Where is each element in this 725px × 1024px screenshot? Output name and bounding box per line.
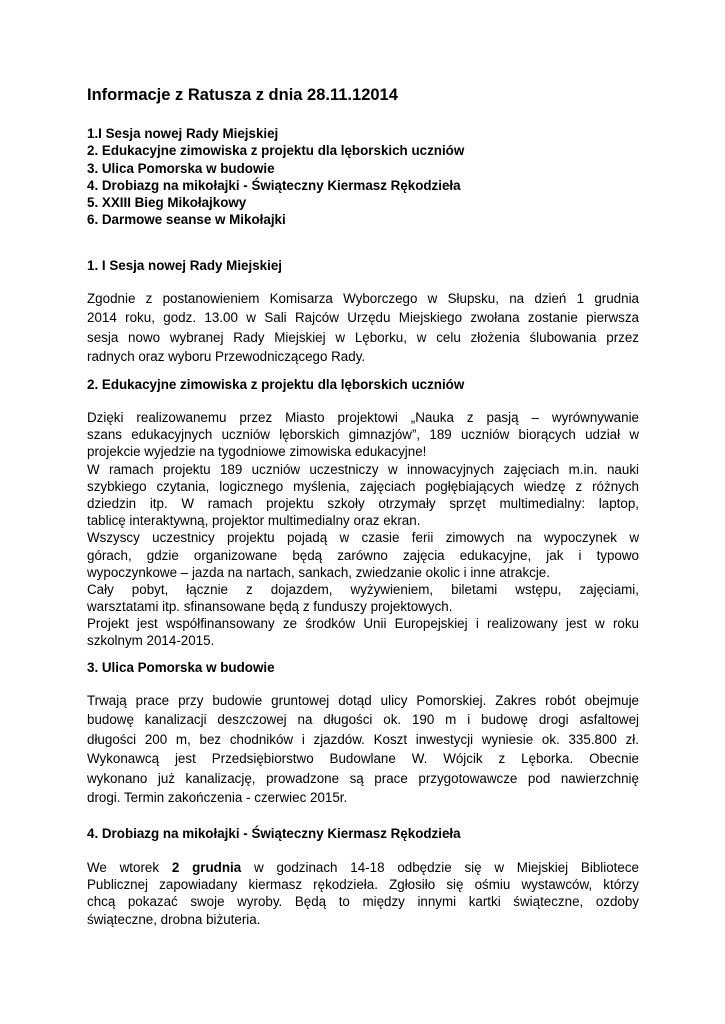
paragraph-line: wykonano już kanalizację, prowadzone są prace przygotowawcze pod nawierzchnię: [87, 770, 639, 786]
paragraph-line: Wszyscy uczestnicy projektu pojadą w czasie ferii zimowych na wypoczynek w: [87, 530, 639, 546]
line-text: w godzinach 14-18 odbędzie się w Miejskiej Bibliotece: [254, 860, 639, 875]
paragraph-line: budowę kanalizacji deszczowej na długości ok. 190 m i budowę drogi asfaltowej: [87, 712, 639, 728]
line-text: We wtorek: [87, 860, 160, 875]
toc-item-6: 6. Darmowe seanse w Mikołajki: [87, 212, 286, 228]
paragraph-line: tablicę interaktywną, projektor multimedialny oraz ekran.: [87, 513, 421, 529]
section-3-paragraph: [87, 691, 639, 807]
paragraph-line: długości 200 m, bez chodników i zjazdów. Koszt inwestycji wyniesie ok. 335.800 zł.: [87, 731, 639, 747]
paragraph-line: Trwają prace przy budowie gruntowej dotąd ulicy Pomorskiej. Zakres robót obejmuje: [87, 693, 639, 708]
paragraph-line: chcą pokazać swoje wyroby. Będą to między innymi kartki świąteczne, ozdoby: [87, 894, 639, 910]
paragraph-line: szybkiego czytania, logicznego myślenia, zajęciach pogłębiających wiedzę z różnych: [87, 478, 639, 494]
toc-item-5: 5. XXIII Bieg Mikołajkowy: [87, 195, 247, 211]
paragraph-line: górach, gdzie organizowane będą zarówno zajęcia edukacyjne, jak i typowo: [87, 547, 639, 563]
date-highlight: 2 grudnia: [171, 860, 242, 875]
document-title: Informacje z Ratusza z dnia 28.11.12014: [87, 86, 398, 104]
paragraph-line: Wykonawcą jest Przedsiębiorstwo Budowlane W. Wójcik z Lęborka. Obecnie: [87, 751, 639, 767]
toc-item-1: 1.I Sesja nowej Rady Miejskiej: [87, 126, 279, 141]
section-2-heading: 2. Edukacyjne zimowiska z projektu dla lęborskich uczniów: [87, 377, 465, 392]
paragraph-line: drogi. Termin zakończenia - czerwiec 2015r.: [87, 789, 348, 805]
paragraph-line: dziedzin itp. W ramach projektu szkoły otrzymały sprzęt multimedialny: laptop,: [87, 495, 639, 511]
paragraph-line: Projekt jest współfinansowany ze środków Unii Europejskiej i realizowany jest w roku: [87, 616, 639, 632]
paragraph-line: radnych oraz wyboru Przewodniczącego Rady.: [87, 349, 366, 365]
paragraph-line: wypoczynkowe – jazda na nartach, sankach, zwiedzanie okolic i inne atrakcje.: [87, 564, 550, 580]
paragraph-line: Publicznej zapowiadany kiermasz rękodzieła. Zgłosiło się ośmiu wystawców, którzy: [87, 877, 639, 893]
paragraph-line: Zgodnie z postanowieniem Komisarza Wyborczego w Słupsku, na dzień 1 grudnia: [87, 291, 639, 306]
section-3-heading: 3. Ulica Pomorska w budowie: [87, 660, 275, 675]
paragraph-line: Cały pobyt, łącznie z dojazdem, wyżywieniem, biletami wstępu, zajęciami,: [87, 581, 639, 597]
section-4-paragraph: [87, 859, 639, 928]
section-1-paragraph: [87, 289, 639, 367]
paragraph-line: projekcie wyjedzie na tygodniowe zimowiska edukacyjne!: [87, 444, 427, 460]
section-2-paragraph: [87, 409, 639, 650]
paragraph-line: szkolnym 2014-2015.: [87, 633, 215, 649]
paragraph-line: 2014 roku, godz. 13.00 w Sali Rajców Urzędu Miejskiego zwołana zostanie pierwsza: [87, 310, 639, 326]
toc-item-2: 2. Edukacyjne zimowiska z projektu dla lęborskich uczniów: [87, 143, 465, 159]
paragraph-line: Dzięki realizowanemu przez Miasto projektowi „Nauka z pasją – wyrównywanie: [87, 410, 639, 425]
section-4-heading: 4. Drobiazg na mikołajki - Świąteczny Kiermasz Rękodzieła: [87, 826, 461, 841]
paragraph-line: sesja nowo wybranej Rady Miejskiej w Lęborku, w celu złożenia ślubowania przez: [87, 329, 639, 345]
paragraph-line: szans edukacyjnych uczniów lęborskich gimnazjów”, 189 uczniów biorących udział w: [87, 427, 639, 443]
paragraph-line: [87, 859, 639, 876]
section-1-heading: 1. I Sesja nowej Rady Miejskiej: [87, 258, 282, 273]
table-of-contents: [87, 125, 464, 229]
paragraph-line: warsztatami itp. sfinansowane będą z funduszy projektowych.: [87, 599, 453, 615]
toc-item-3: 3. Ulica Pomorska w budowie: [87, 160, 275, 176]
paragraph-line: W ramach projektu 189 uczniów uczestniczy w innowacyjnych zajęciach m.in. nauki: [87, 461, 639, 477]
paragraph-line: świąteczne, drobna biżuteria.: [87, 911, 261, 927]
toc-item-4: 4. Drobiazg na mikołajki - Świąteczny Kiermasz Rękodzieła: [87, 177, 461, 193]
